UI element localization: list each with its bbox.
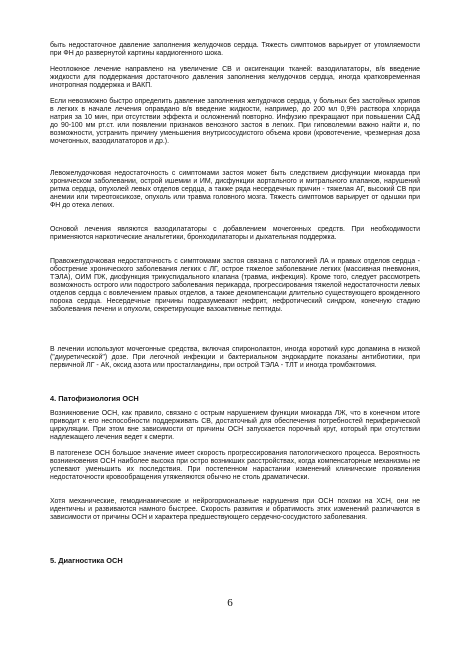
paragraph-treatment-basis: Основой лечения являются вазодилататоры с добавлением мочегонных средств. При необходимости применяются наркотические анальгетики, бронходилататоры и дыхательная поддержка. [50,226,420,241]
paragraph-pathogenesis-origin: Возникновение ОСН, как правило, связано с острым нарушением функции миокарда ЛЖ, что в конечном итоге приводит к его неспособности поддерживать СВ, достаточный для обеспечения потребностей периферической циркуляции. При этом вне зависимости от причины ОСН запускается порочный круг, который при отсутствии надлежащего лечения ведет к смерти. [50,410,420,441]
paragraph-right-ventricular-failure: Правожелудочковая недостаточность с симптомами застоя связана с патологией ЛА и правых отделов сердца - обострение хронического заболевания легких с ЛГ, острое тяжелое заболевание легких (массивная пневмония, ТЭЛА), ОИМ ПЖ, дисфункция трикуспидального клапана (травма, инфекция). Кроме того, следует рассмотреть возможность острого или подострого заболевания перикарда, прогрессирования тяжелой недостаточности левых отделов сердца с вовлечением правых отделов, а также декомпенсации длительно существующего врожденного порока сердца. Несердечные причины подразумевают нефрит, нефротический синдром, конечную стадию заболевания печени и опухоли, секретирующие вазоактивные пептиды. [50,258,420,313]
paragraph-right-heart-treatment: В лечении используют мочегонные средства, включая спиронолактон, иногда короткий курс допамина в низкой ("диуретической") дозе. При легочной инфекции и бактериальном эндокардите показаны антибиотики, при первичной ЛГ - АК, оксид азота или простагландины, при острой ТЭЛА - ТЛТ и иногда тромбэктомия. [50,346,420,369]
section-heading-diagnostics: 5. Диагностика ОСН [50,556,123,565]
paragraph-emergency-treatment: Неотложное лечение направлено на увеличение СВ и оксигенации тканей: вазодилататоры, в/в введение жидкости для поддержания достаточного давления заполнения желудочков сердца, иногда кратковременная инотропная поддержка и ВАКП. [50,66,420,89]
paragraph-cardiac-filling-pressure: быть недостаточное давление заполнения желудочков сердца. Тяжесть симптомов варьирует от утомляемости при ФН до развернутой картины кардиогенного шока. [50,42,420,57]
paragraph-progression-speed: В патогенезе ОСН большое значение имеет скорость прогрессирования патологического процесса. Вероятность возникновения ОСН наиболее высока при остро возникших расстройствах, когда компенсаторные механизмы не успевают уменьшить их последствия. При постепенном нарастании изменений клинические проявления недостаточности кровообращения утяжеляются обычно не столь драматически. [50,450,420,481]
paragraph-mechanical-disorders: Хотя механические, гемодинамические и нейрогормональные нарушения при ОСН похожи на ХСН, они не идентичны и развиваются намного быстрее. Скорость развития и обратимость этих изменений различаются в зависимости от причины ОСН и характера предшествующего сердечно-сосудистого заболевания. [50,498,420,521]
page-number: 6 [227,597,233,609]
paragraph-left-ventricular-failure: Левожелудочковая недостаточность с симптомами застоя может быть следствием дисфункции миокарда при хроническом заболевании, острой ишемии и ИМ, дисфункции аортального и митрального клапанов, нарушений ритма сердца, опухолей левых отделов сердца, а также ряда несердечных причин - тяжелая АГ, высокий СВ при анемии или тиреотоксикозе, опухоль или травма головного мозга. Тяжесть симптомов варьирует от одышки при ФН до отека легких. [50,170,420,209]
paragraph-fluid-infusion: Если невозможно быстро определить давление заполнения желудочков сердца, у больных без застойных хрипов в легких в начале лечения оправдано в/в введение жидкости, например, до 200 мл 0,9% раствора хлорида натрия за 10 мин, при отсутствии эффекта и осложнений повторно. Инфузию прекращают при повышении САД до 90-100 мм рт.ст. или появлении признаков венозного застоя в легких. При гиповолемии важно найти и, по возможности, устранить причину уменьшения внутрисосудистого объема крови (кровотечение, чрезмерная доза мочегонных, вазодилататоров и др.). [50,98,420,145]
section-heading-pathophysiology: 4. Патофизиология ОСН [50,394,139,403]
